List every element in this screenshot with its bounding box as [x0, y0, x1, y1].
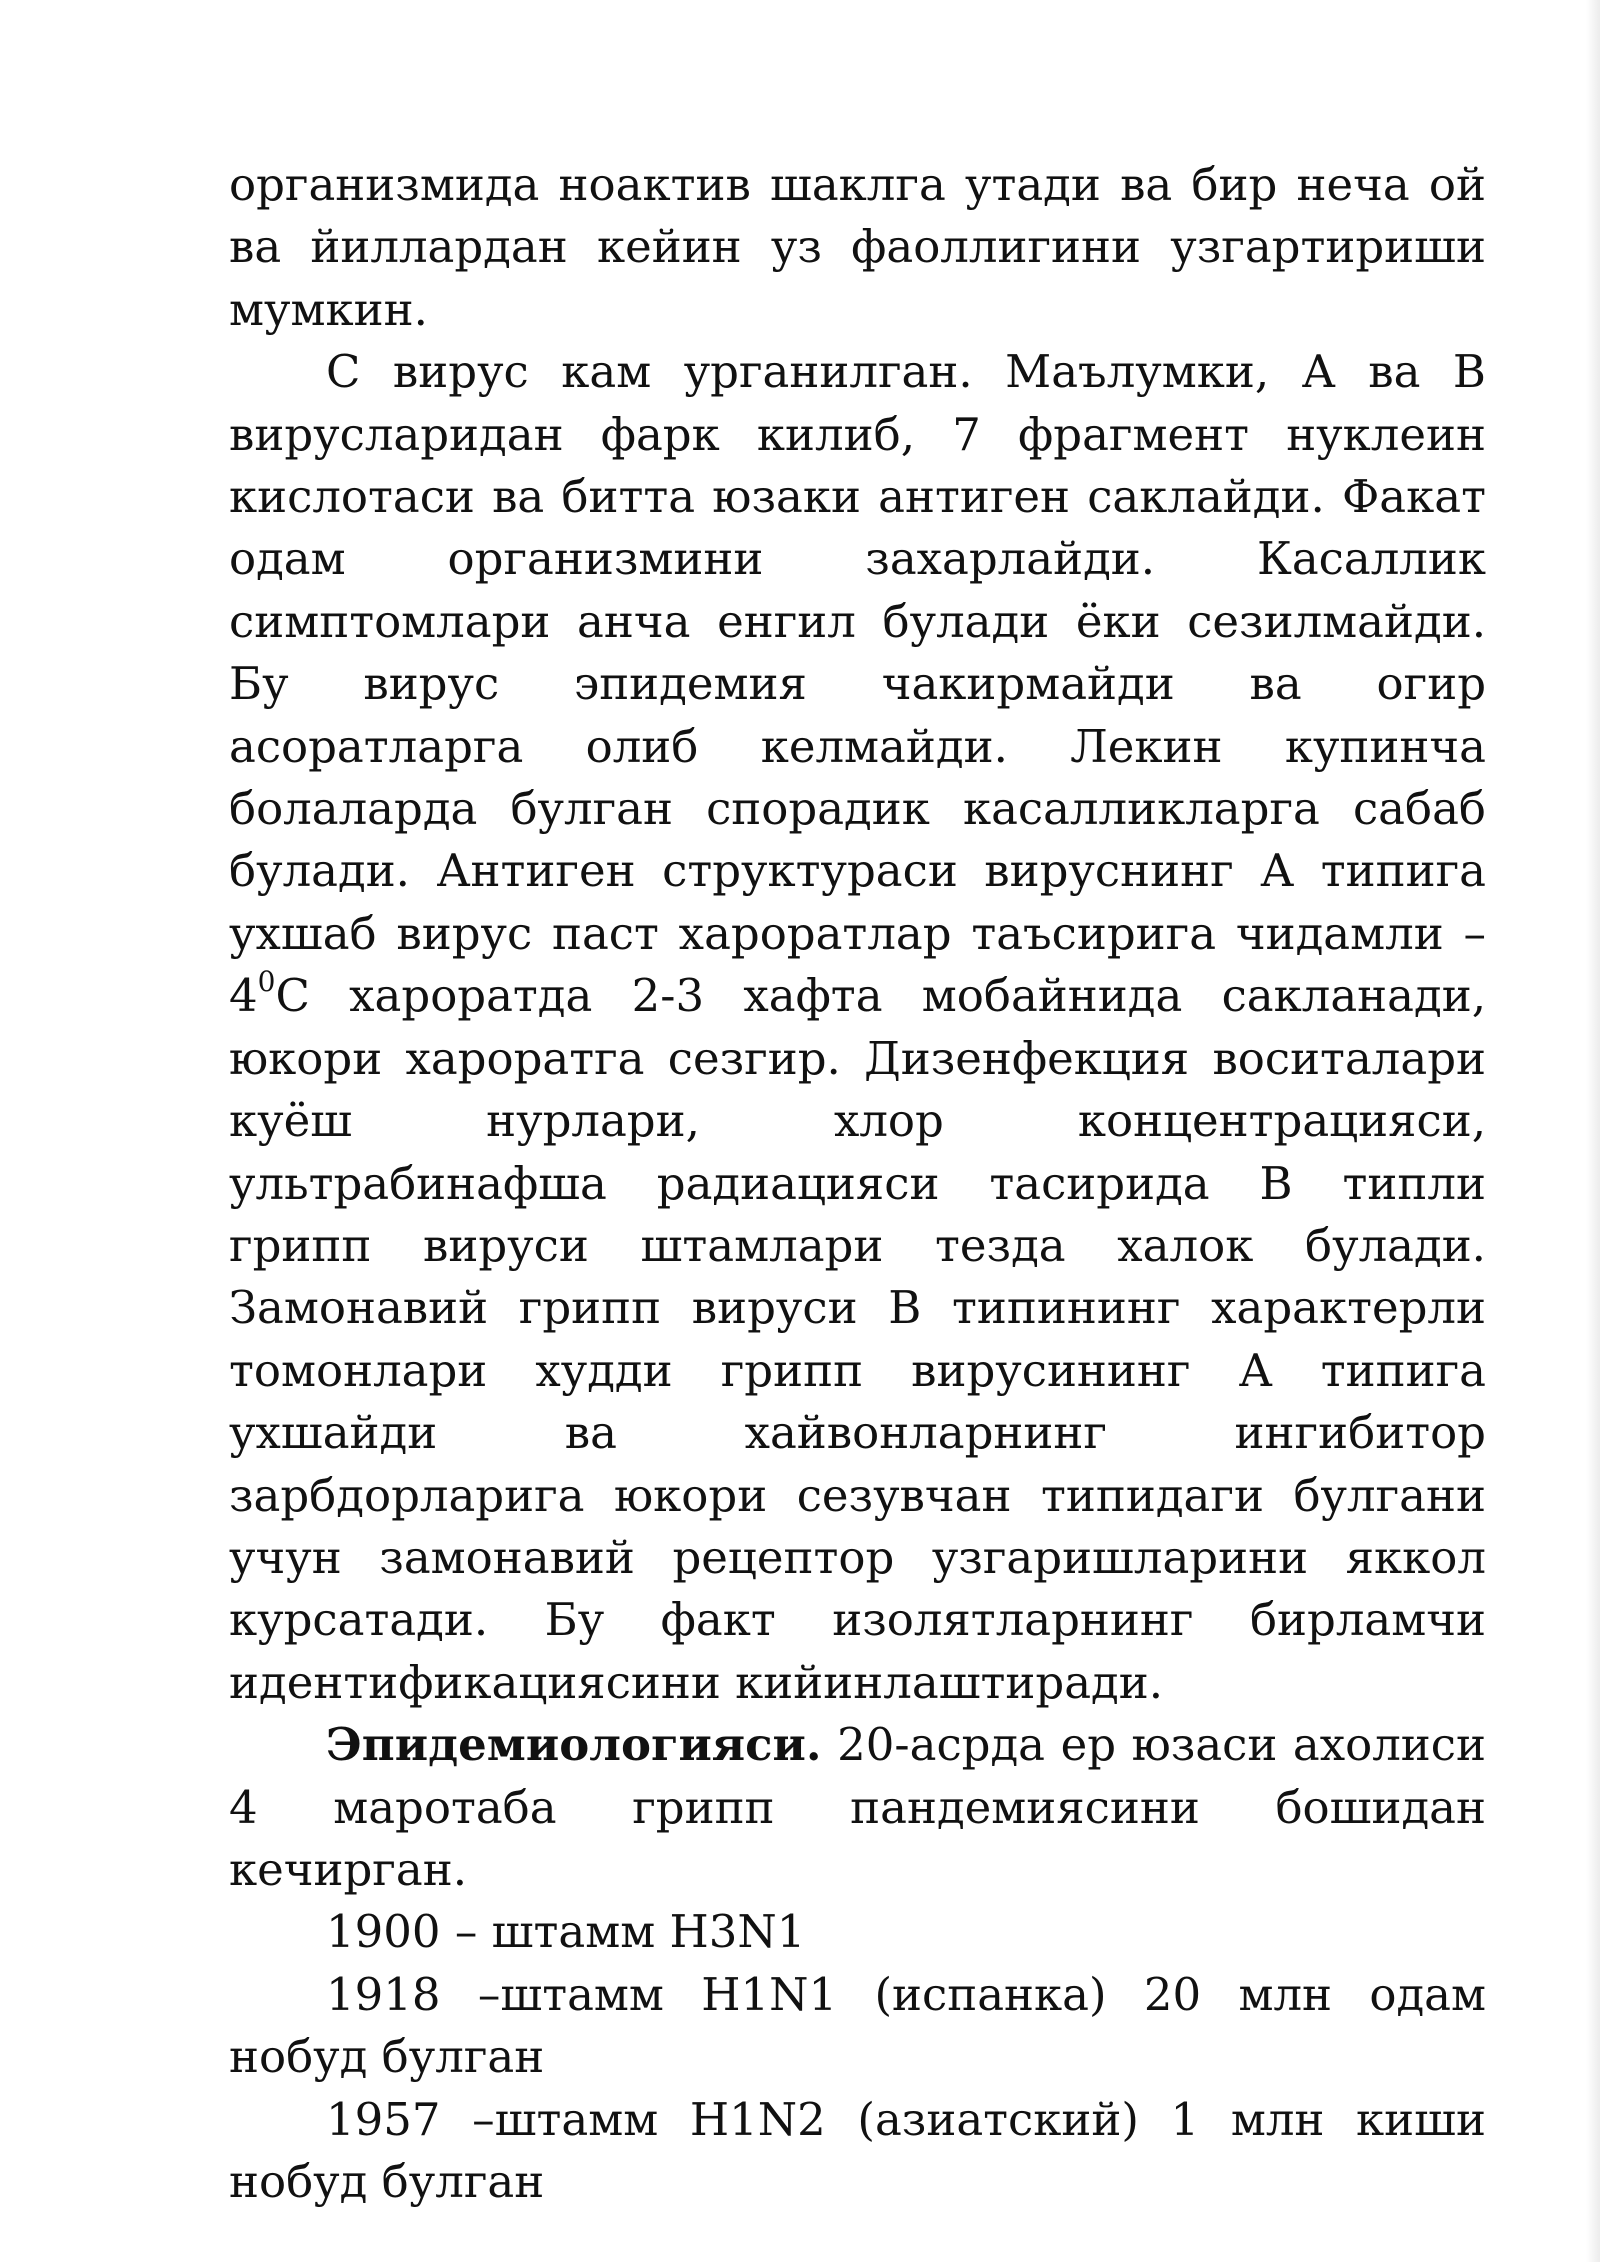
pandemic-item-1900: 1900 – штамм H3N1	[326, 1905, 806, 1959]
page-edge	[1586, 0, 1600, 2262]
paragraph-epidemiology-text: 20-асрда ер юзаси ахолиси 4 маротаба грипп пандемиясини бошидан кечирган.	[229, 1718, 1486, 1896]
paragraph-epidemiology	[229, 1714, 1486, 1901]
pandemic-item-1918: 1918 –штамм H1N1 (испанка) 20 млн одам нобуд булган	[229, 1967, 1486, 2084]
pandemic-item-1957: 1957 –штамм H1N2 (азиатский) 1 млн киши нобуд булган	[229, 2092, 1486, 2208]
degree-superscript: 0	[257, 965, 276, 999]
paragraph-c-virus	[229, 341, 1486, 1714]
paragraph-c-virus-part2: С хароратда 2-3 хафта мобайнида сакланади, юкори хароратга сезгир. Дизенфекция воситалари куёш нурлари, хлор концентрацияси, ультрабинафша радиацияси тасирида В типли грипп вируси штамлари тезда халок булади. Замонавий грипп вируси В типининг характерли томонлари худди грипп вирусининг А типига ухшайди ва хайвонларнинг ингибитор зарбдорларига юкори сезувчан типидаги булгани учун замонавий рецептор узгаришларини яккол курсатади. Бу факт изолятларнинг бирламчи идентификациясини кийинлаштиради.	[229, 969, 1486, 1709]
document-body	[229, 154, 1486, 2213]
paragraph-continuation: организмида ноактив шаклга утади ва бир неча ой ва йиллардан кейин уз фаоллигини узгартириши мумкин.	[229, 158, 1486, 336]
paragraph-c-virus-part1: С вирус кам урганилган. Маълумки, А ва В вирусларидан фарк килиб, 7 фрагмент нуклеин кислотаси ва битта юзаки антиген саклайди. Факат одам организмини захарлайди. Касаллик симптомлари анча енгил булади ёки сезилмайди. Бу вирус эпидемия чакирмайди ва огир асоратларга олиб келмайди. Лекин купинча болаларда булган спорадик касалликларга сабаб булади. Антиген структураси вируснинг А типига ухшаб вирус паст хароратлар таъсирига чидамли –4	[229, 345, 1486, 1023]
section-heading-epidemiology: Эпидемиологияси.	[326, 1718, 822, 1772]
